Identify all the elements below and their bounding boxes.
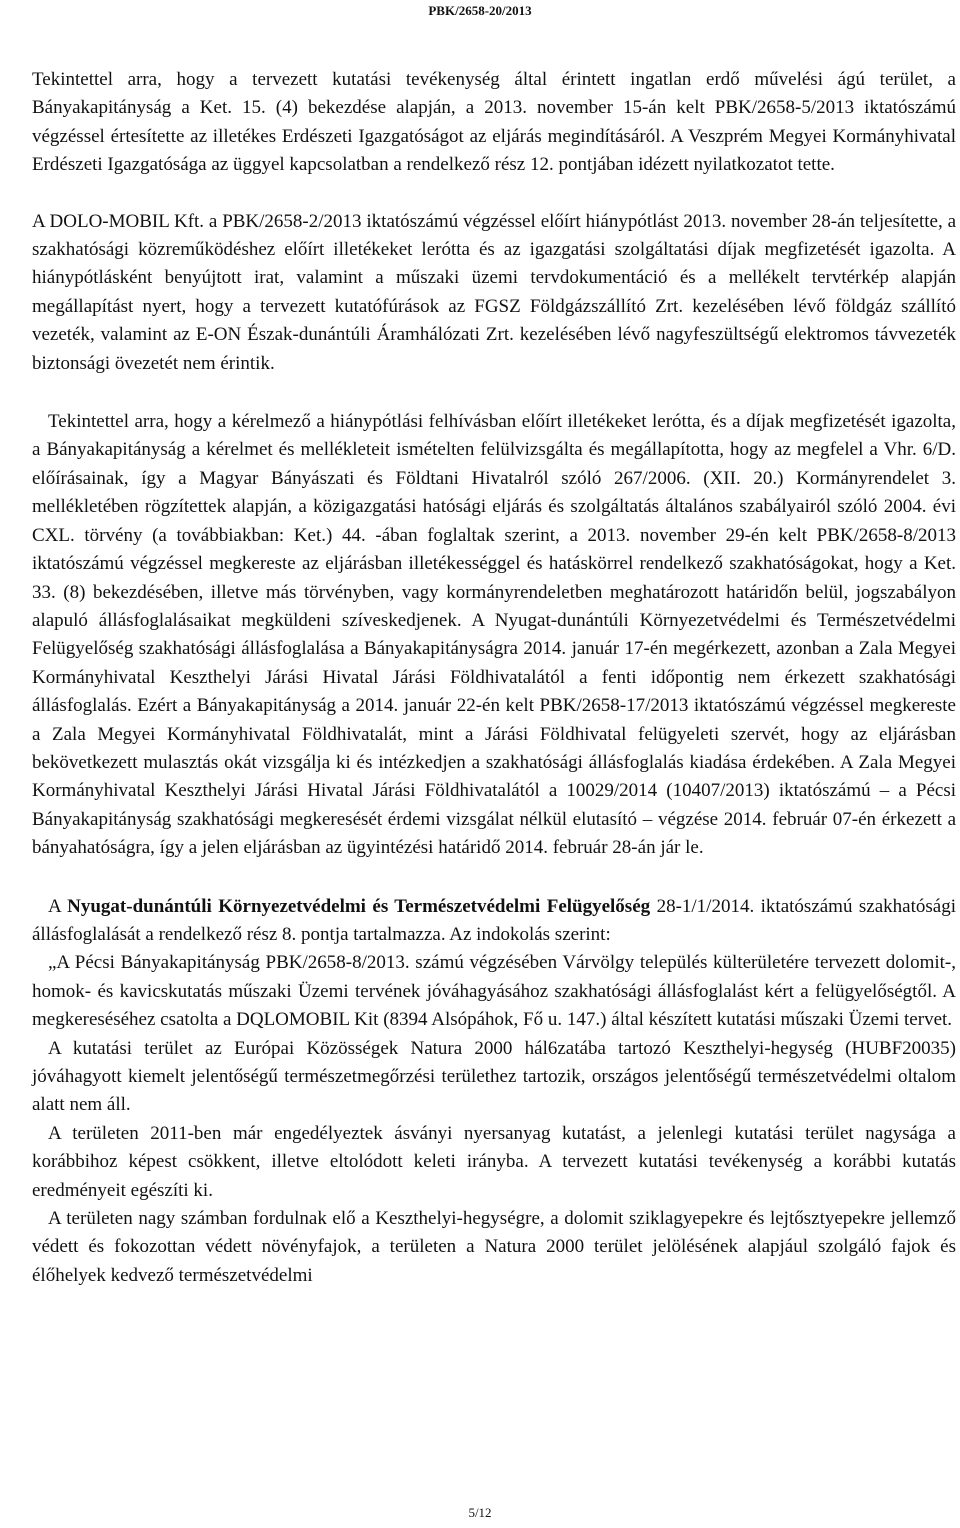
paragraph-quote-request: „A Pécsi Bányakapitányság PBK/2658-8/2013. számú végzésében Várvölgy település külterületére tervezett dolomit-, homok- és kavicskutatás műszaki Üzemi tervének jóváhagyásához szakhatósági állásfoglalást kért a felügyelőségtől. A megkereséséhez csatolta a DQLOMOBIL Kit (8394 Alsópáhok, Fő u. 147.) által készített kutatási műszaki Üzemi tervet.	[32, 952, 956, 1031]
page-number: 5/12	[468, 1505, 492, 1520]
paragraph-spacer	[32, 863, 956, 893]
paragraph-spacer	[32, 180, 956, 208]
paragraph-authority-requests: Tekintettel arra, hogy a kérelmező a hiánypótlási felhívásban előírt illetékeket lerótta, és a díjak megfizetését igazolta, a Bányakapitányság a kérelmet és mellékleteit ismételten felülvizsgálta és megállapította, hogy az megfelel a Vhr. 6/D. előírásainak, így a Magyar Bányászati és Földtani Hivatalról szóló 267/2006. (XII. 20.) Kormányrendelet 3. mellékletében rögzítettek alapján, a közigazgatási hatósági eljárás és szolgáltatás általános szabályairól szóló 2004. évi CXL. törvény (a továbbiakban: Ket.) 44. -ában foglaltak szerint, a 2013. november 29-én kelt PBK/2658-8/2013 iktatószámú végzéssel megkereste az eljárásban illetékességgel és hatáskörrel rendelkező szakhatóságokat, hogy a Ket. 33. (8) bekezdésében, illetve más törvényben, vagy kormányrendeletben meghatározott határidőn belül, jogszabályon alapuló állásfoglalásaikat megküldeni szíveskedjenek. A Nyugat-dunántúli Környezetvédelmi és Természetvédelmi Felügyelőség szakhatósági állásfoglalása a Bányakapitányságra 2014. január 17-én megérkezett, azonban a Zala Megyei Kormányhivatal Keszthelyi Járási Hivatal Járási Földhivatalától a fenti időpontig nem érkezett szakhatósági állásfoglalás. Ezért a Bányakapitányság a 2014. január 22-én kelt PBK/2658-17/2013 iktatószámú végzéssel megkereste a Zala Megyei Kormányhivatal Földhivatalát, mint a Járási Földhivatal felügyeleti szervét, hogy az eljárásban bekövetkezett mulasztás okát vizsgálja ki és intézkedjen a szakhatósági állásfoglalás kiadása érdekében. A Zala Megyei Kormányhivatal Keszthelyi Járási Hivatal Járási Földhivatalától a 10029/2014 (10407/2013) iktatószámú – a Pécsi Bányakapitányság szakhatósági megkeresését érdemi vizsgálat nélkül elutasító – végzése 2014. február 07-én érkezett a bányahatóságra, így a jelen eljárásban az ügyintézési határidő 2014. február 28-án jár le.	[32, 411, 956, 859]
paragraph-spacer	[32, 378, 956, 408]
inspectorate-suffix: 28-1/1/2014. iktatószámú szakhatósági állásfoglalását a rendelkező rész 8. pontja tartalmazza. Az indokolás szerint:	[32, 895, 956, 945]
page-header-doc-id: PBK/2658-20/2013	[428, 3, 532, 18]
paragraph-natura-area: A kutatási terület az Európai Közösségek Natura 2000 hál6zatába tartozó Keszthelyi-hegység (HUBF20035) jóváhagyott kiemelt jelentőségű természetmegőrzési területhez tartozik, országos jelentőségű természetvédelmi oltalom alatt nem áll.	[32, 1037, 956, 1116]
paragraph-forest-notice: Tekintettel arra, hogy a tervezett kutatási tevékenység által érintett ingatlan erdő művelési ágú terület, a Bányakapitányság a Ket. 15. (4) bekezdése alapján, a 2013. november 15-án kelt PBK/2658-5/2013 iktatószámú végzéssel értesítette az illetékes Erdészeti Igazgatóságot az eljárás megindításáról. A Veszprém Megyei Kormányhivatal Erdészeti Igazgatósága az üggyel kapcsolatban a rendelkező rész 12. pontjában idézett nyilatkozatot tette.	[32, 69, 956, 176]
paragraph-previous-permit: A területen 2011-ben már engedélyeztek ásványi nyersanyag kutatást, a jelenlegi kutatási terület nagysága a korábbihoz képest csökkent, illetve eltolódott keleti irányba. A tervezett kutatási tevékenység a korábbi kutatás eredményeit egészíti ki.	[32, 1122, 956, 1201]
paragraph-inspectorate-opinion	[32, 893, 956, 950]
paragraph-deficiency-remedy: A DOLO-MOBIL Kft. a PBK/2658-2/2013 iktatószámú végzéssel előírt hiánypótlást 2013. november 28-án teljesítette, a szakhatósági közreműködéshez előírt illetékeket lerótta és az igazgatási szolgáltatási díjak megfizetését igazolta. A hiánypótlásként benyújtott irat, valamint a műszaki üzemi tervdokumentáció és a mellékelt tervtérkép alapján megállapítást nyert, hogy a tervezett kutatófúrások az FGSZ Földgázszállító Zrt. kezelésében lévő földgáz szállító vezeték, valamint az E-ON Észak-dunántúli Áramhálózati Zrt. kezelésében lévő nagyfeszültségű elektromos távvezeték biztonsági övezetét nem érintik.	[32, 210, 956, 374]
document-body	[32, 66, 956, 1290]
paragraph-protected-species: A területen nagy számban fordulnak elő a Keszthelyi-hegységre, a dolomit sziklagyepekre és lejtősztyepekre jellemző védett és fokozottan védett növényfajok, a területen a Natura 2000 terület jelölésének alapjául szolgáló fajok és élőhelyek kedvező természetvédelmi	[32, 1208, 956, 1286]
inspectorate-name: Nyugat-dunántúli Környezetvédelmi és Természetvédelmi Felügyelőség	[67, 895, 651, 917]
inspectorate-prefix: A	[48, 895, 68, 917]
